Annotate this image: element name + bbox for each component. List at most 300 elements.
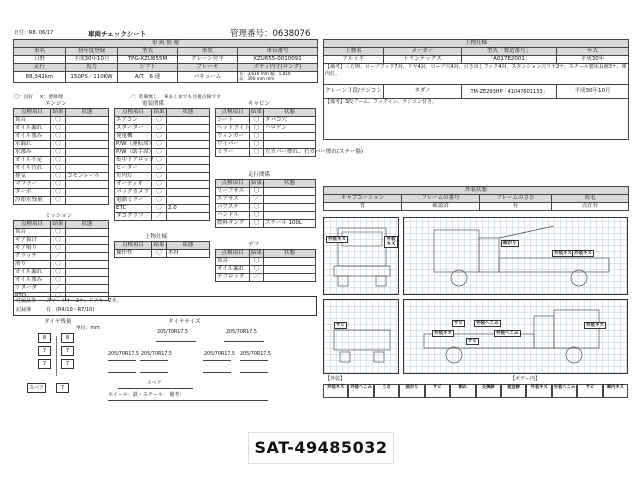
mission-note [66, 285, 109, 293]
engine-result: 〇 [51, 149, 66, 157]
cabin-item: シート [216, 117, 250, 125]
electrical-result: 〇 [152, 189, 167, 197]
engine-result: 〇 [51, 165, 66, 173]
diff-note [264, 258, 316, 266]
vehicle-header-4: 車台番号 [238, 48, 318, 56]
tire-size-rr2: 205/70R17.5 [240, 352, 271, 357]
side-view-diagram-right [403, 217, 628, 295]
table-row [115, 149, 210, 157]
table-row [115, 141, 210, 149]
cabin-result: 〇 [250, 141, 264, 149]
legend-body-label: 【ボデー内】 [510, 376, 541, 382]
mission-note [66, 269, 109, 277]
electrical-item: P/W（助手席） [116, 149, 155, 155]
electrical-table [114, 108, 210, 221]
legend-key: 交換跡 [476, 384, 501, 398]
mission-note [66, 229, 109, 237]
exterior-header-0: キャブコーション [324, 195, 402, 203]
legend-key: 外装キズ [323, 384, 348, 398]
vehicle-header2-2: シフト [118, 64, 178, 72]
tag-side-scratch-1: 外装キズ [554, 251, 572, 256]
engine-note [66, 165, 109, 173]
electrical-col-0: 点検項目 [115, 109, 152, 117]
tire-size-rr: 205/70R17.5 [204, 352, 235, 357]
running-result: 〇 [250, 212, 264, 220]
running-item: パワステ [216, 204, 250, 212]
table-row [216, 141, 316, 149]
exterior-header-2: フレームのさび [480, 195, 552, 203]
engine-result: 〇 [51, 117, 66, 125]
engine-item: オイル漏れ [14, 125, 51, 133]
tag-front-left-scratch: 外装キズ [328, 237, 346, 242]
legend-key: 板金跡 [501, 384, 526, 398]
engine-result: 〇 [51, 133, 66, 141]
electrical-item: 集中ドアロック [116, 157, 155, 163]
crane-name: クレーン３段/ラジコン [324, 85, 384, 99]
table-row [14, 157, 109, 165]
electrical-item: 電動ミラー [115, 197, 152, 205]
table-row [115, 250, 210, 258]
electrical-result: 〇 [152, 133, 167, 141]
cabin-note: ハロゲン [264, 125, 316, 133]
crane-year: 平成30年10月 [557, 85, 629, 99]
legend-key: 割れ [450, 384, 475, 398]
exterior-value-3: 点在有 [552, 203, 629, 211]
legend-key: 外装へこみ [552, 384, 577, 398]
tire-size-rl: 205/70R17.5 [108, 352, 139, 357]
table-row [216, 133, 316, 141]
vehicle-header-0: 車名 [14, 48, 66, 56]
running-result: 〇 [250, 220, 264, 228]
upper-spec-value-1: トランテックス [384, 56, 462, 64]
diff-note [264, 266, 316, 274]
dim-width: 幅：1,810 [270, 71, 291, 77]
cabin-col-2: 状態 [264, 109, 316, 117]
diff-table [215, 249, 316, 282]
table-row [14, 261, 109, 269]
cabin-result: 〇 [250, 117, 264, 125]
diff-col-0: 点検項目 [216, 250, 250, 258]
electrical-item: スターター [115, 125, 152, 133]
mission-title: ミッション [45, 213, 73, 219]
electrical-item: ヒーター [115, 165, 152, 173]
engine-result: 〇 [51, 197, 66, 205]
dim-height-unit: mm [256, 76, 265, 81]
mission-col-2: 状態 [66, 221, 109, 229]
engine-note [66, 157, 109, 165]
tag-left-dent-1: 外装へこみ [476, 321, 499, 326]
running-note [264, 204, 316, 212]
vehicle-header2-1: 馬力 [66, 64, 118, 72]
cabin-note [264, 133, 316, 141]
upper-spec-value-3: 平成30年 [557, 56, 629, 64]
table-row [14, 269, 109, 277]
engine-note [66, 133, 109, 141]
table-row [14, 237, 109, 245]
fuel-tank-note: スチール 100L [264, 220, 316, 228]
table-row [115, 181, 210, 189]
engine-note [66, 149, 109, 157]
tire-spare: 7 [56, 383, 69, 393]
wheel-info [108, 393, 184, 399]
record-value: 有 (R4/10〜R7/10) [46, 307, 95, 313]
table-row [14, 197, 109, 205]
engine-item: オイル滲み [14, 133, 51, 141]
running-note [264, 188, 316, 196]
engine-item: 水滲み [14, 149, 51, 157]
electrical-item: 発電機 [115, 133, 152, 141]
power-value: 150PS／110KW [66, 72, 118, 83]
body-dimensions [238, 72, 318, 83]
crane-model: TM-ZE293HP「41047601133」 [462, 85, 557, 99]
cabin-note: タバコ穴 [264, 117, 316, 125]
cabin-note [264, 141, 316, 149]
tag-left-scratch-1: 外装キズ [434, 331, 452, 336]
table-row [14, 277, 109, 285]
electrical-result: 〇 [152, 173, 167, 181]
legend-outer-label: 【外装】 [325, 376, 346, 382]
damage-legend-row [323, 384, 628, 398]
mission-result: 〇 [51, 245, 66, 253]
table-row [216, 220, 316, 228]
electrical-result: ／ [152, 213, 167, 221]
electrical-note [167, 117, 210, 125]
upper-check-result: 〇 [152, 250, 167, 258]
table-row [14, 165, 109, 173]
running-item: エアサス [216, 196, 250, 204]
upper-spec-header-3: 年式 [557, 48, 629, 56]
inspection-legend [14, 95, 221, 100]
tire-front-right: 8 [61, 333, 74, 343]
cabin-result: 〇 [250, 125, 264, 133]
stock-id: SAT-49485032 [248, 432, 394, 464]
mission-col-0: 点検項目 [14, 221, 51, 229]
engine-result: 〇 [51, 141, 66, 149]
legend-flag: ×：要修理 [39, 95, 63, 100]
cabin-col-1: 結果 [251, 109, 263, 115]
electrical-item: エアコン [115, 117, 152, 125]
mission-item: 滑り [14, 261, 51, 269]
mission-item: ギア抜け [14, 237, 51, 245]
table-row [216, 204, 316, 212]
electrical-result: 〇 [152, 181, 167, 189]
engine-item: ターボ [14, 189, 51, 197]
mission-item: 異音 [14, 229, 51, 237]
table-row [216, 125, 316, 133]
record-label: 記録簿 [16, 307, 32, 313]
exterior-value-2: 有 [480, 203, 552, 211]
legend-key: 外装へこみ [348, 384, 373, 398]
engine-item: 水漏れ [14, 141, 51, 149]
diff-col-1: 結果 [251, 250, 263, 256]
running-item: 燃料タンク [216, 220, 250, 228]
table-row [14, 181, 109, 189]
upper-check-col-2: 状態 [167, 242, 210, 250]
engine-result: 〇 [51, 157, 66, 165]
table-row [115, 133, 210, 141]
table-row [14, 229, 109, 237]
management-value: 0638076 [272, 29, 311, 39]
table-row [115, 117, 210, 125]
engine-note [66, 125, 109, 133]
table-row [14, 133, 109, 141]
engine-item: マフラー [14, 181, 51, 189]
engine-item: オイル汚れ [14, 165, 51, 173]
etc-note: 2.0 [167, 205, 210, 213]
mission-table [13, 220, 109, 301]
electrical-note [167, 213, 210, 221]
cabin-item: ワイパー [216, 141, 250, 149]
legend-key: サビ [577, 384, 602, 398]
dim-length: 長：3,610 [239, 71, 260, 77]
tire-size-title: タイヤサイズ [168, 319, 201, 325]
running-result: ／ [250, 196, 264, 204]
table-row [14, 245, 109, 253]
exterior-header-1: フレームの番号 [402, 195, 480, 203]
diff-result: 〇 [250, 258, 264, 266]
electrical-note [167, 197, 210, 205]
mission-result: ／ [51, 285, 66, 293]
remarks-box [13, 296, 317, 316]
electrical-title: 電装関係 [142, 101, 165, 107]
electrical-note [167, 165, 210, 173]
engine-item: オイル不足 [14, 157, 51, 165]
running-note [264, 212, 316, 220]
electrical-note [167, 181, 210, 189]
upper-spec-table [323, 39, 629, 140]
vehicle-value-0: 日野 [14, 56, 66, 64]
cabin-result: 〇 [250, 149, 264, 157]
vehicle-header2-3: ブレーキ [178, 64, 238, 72]
mission-item: クラッチ [14, 253, 51, 261]
vehicle-value-2: TPG-XZU655M [118, 56, 178, 64]
electrical-note [167, 173, 210, 181]
diff-col-2: 状態 [264, 250, 316, 258]
table-row [216, 258, 316, 266]
table-row [14, 125, 109, 133]
dim-height: 高：390 [239, 76, 256, 81]
mission-result: 〇 [51, 229, 66, 237]
engine-note [66, 141, 109, 149]
vehicle-header-3: 形状 [178, 48, 238, 56]
vehicle-value-1: 平成30年10月 [66, 56, 118, 64]
running-item: ハンドル [216, 212, 250, 220]
mission-result: 〇 [51, 277, 66, 285]
table-row [115, 173, 210, 181]
upper-check-title: 上物仕様 [145, 234, 168, 240]
electrical-item: P/W（運転席） [116, 141, 155, 147]
management-label: 管理番号： [230, 29, 273, 39]
exterior-table [323, 186, 629, 211]
crane-maker: タダノ [384, 85, 462, 99]
table-row [14, 189, 109, 197]
engine-note [66, 197, 109, 205]
front-view-diagram [323, 217, 399, 295]
vehicle-value-4: XZU655-0010091 [238, 56, 318, 64]
table-row [216, 266, 316, 274]
upper-check-col-0: 点検項目 [115, 242, 152, 250]
table-row [14, 141, 109, 149]
exterior-title: 外装状態 [324, 187, 629, 195]
engine-table [13, 108, 109, 205]
table-row [216, 117, 316, 125]
tire-rear-right-inner: 7 [61, 359, 74, 369]
diff-item: 異音 [216, 258, 250, 266]
table-row [115, 213, 210, 221]
mission-result: 〇 [51, 237, 66, 245]
cabin-result: 〇 [250, 133, 264, 141]
electrical-col-1: 結果 [153, 109, 165, 115]
electrical-result: 〇 [152, 141, 167, 149]
tag-left-scratch-2: 外装キズ [586, 323, 604, 328]
upper-spec-note-1: 【備考】三方開、ロープフック7対、リヤ4対、ロープ穴4対、引き出しフック4対、スタンション穴リヤ2ケ、スチール製床長補3ケ、庫内灯。 [324, 64, 629, 85]
running-table [215, 179, 316, 228]
engine-result: 〇 [51, 125, 66, 133]
engine-item: 異音 [14, 117, 51, 125]
electrical-item: ETC [115, 205, 152, 213]
engine-note [66, 181, 109, 189]
table-row [115, 165, 210, 173]
electrical-result: 〇 [152, 157, 167, 165]
cabin-note: 左カバー擦れ、右カバー擦れ(ステー傷) [265, 149, 364, 155]
running-title: 走行関係 [248, 172, 271, 178]
electrical-result: 〇 [152, 117, 167, 125]
tag-bent: 曲がり [503, 241, 517, 246]
engine-title: エンジン [45, 101, 67, 107]
management-number [230, 27, 310, 39]
tire-rear-left-inner: 7 [38, 359, 51, 369]
table-row [14, 117, 109, 125]
table-row [14, 285, 109, 293]
cabin-item: ミラー [216, 149, 250, 157]
tag-left-dent-2: 外装へこみ [496, 331, 519, 336]
shift-value: A/T 6 速 [118, 72, 178, 83]
upper-spec-header-1: メーカー [384, 48, 462, 56]
electrical-item: バックカメラ [115, 189, 152, 197]
engine-col-1: 結果 [52, 109, 64, 115]
exterior-header-3: 荷毛 [552, 195, 629, 203]
tag-front-right-scratch: 外装キズ [384, 236, 398, 248]
mission-item: オイル滲み [14, 277, 51, 285]
vehicle-info-title: 車 両 情 報 [14, 40, 318, 48]
side-view-diagram-left [403, 299, 628, 374]
running-col-1: 結果 [251, 180, 263, 186]
exterior-value-1: 確認済 [402, 203, 480, 211]
electrical-note [167, 189, 210, 197]
table-row [216, 188, 316, 196]
table-row [216, 212, 316, 220]
tag-left-rust-2: サビ [468, 339, 477, 344]
running-item: リーフサス [216, 188, 250, 196]
exterior-value-0: 普 [324, 203, 402, 211]
cabin-item: ウィンカー [216, 133, 250, 141]
table-row [216, 196, 316, 204]
wheel-label: ホイール： [108, 392, 133, 398]
vehicle-header2-0: 走行 [14, 64, 66, 72]
engine-result: 〇 [51, 173, 66, 181]
diff-result: 〇 [250, 266, 264, 274]
diff-item: デフロック [216, 274, 250, 282]
legend-key: 曲がり [399, 384, 424, 398]
upper-check-table [114, 241, 210, 258]
table-row [14, 149, 109, 157]
upper-check-item: 操作性 [115, 250, 152, 258]
upper-check-note: 木材 [167, 250, 210, 258]
electrical-result: 〇 [152, 205, 167, 213]
mission-note [66, 237, 109, 245]
tag-side-scratch-2: 外装キズ [574, 251, 592, 256]
upper-check-col-1: 結果 [153, 242, 165, 248]
table-row [115, 197, 210, 205]
electrical-note [167, 157, 210, 165]
engine-result: 〇 [51, 189, 66, 197]
electrical-item: タコグラフ [115, 213, 152, 221]
mission-note [66, 245, 109, 253]
upper-spec-title: 上物仕様 [324, 40, 629, 48]
spare-size-label: スペア [147, 381, 162, 386]
legend-note: ※あくまでも目視点検です [164, 95, 221, 100]
mission-note [66, 277, 109, 285]
electrical-result: 〇 [152, 125, 167, 133]
engine-result: 〇 [51, 181, 66, 189]
upper-spec-note-2: 【備考】3段ブーム、フックイン、ラジコン付き。 [324, 99, 629, 140]
wheel-value: 鉄・スチール [132, 392, 163, 398]
upper-spec-value-0: アルミ平 [324, 56, 384, 64]
dim-width-unit: mm [266, 76, 275, 81]
mission-note [66, 261, 109, 269]
legend-key: うき [374, 384, 399, 398]
vehicle-value-3: クレーン付平 [178, 56, 238, 64]
tag-left-rust-1: サビ [454, 321, 463, 326]
upper-spec-header-2: 型式「製造番号」 [462, 48, 557, 56]
table-row [14, 173, 109, 181]
table-row [216, 274, 316, 282]
spare-tire-label: スペア [28, 385, 44, 391]
tire-size-fr: 205/70R17.5 [226, 330, 257, 335]
table-row [216, 149, 316, 157]
table-row [115, 205, 210, 213]
mission-result: 〇 [51, 293, 66, 301]
mission-col-1: 結果 [52, 221, 64, 227]
tire-remaining-title: タイヤ残量 [44, 319, 72, 325]
electrical-item: オーディオ [115, 181, 152, 189]
engine-note [66, 117, 109, 125]
running-result: 〇 [250, 204, 264, 212]
electrical-result: 〇 [152, 165, 167, 173]
legend-key: サビ [425, 384, 450, 398]
legend-key: 外装キズ [526, 384, 551, 398]
electrical-note [167, 141, 210, 149]
cabin-col-0: 点検項目 [216, 109, 250, 117]
tire-rear-left-outer: 7 [38, 346, 51, 356]
running-col-2: 状態 [264, 180, 316, 188]
sheet-title: 車両チェックシート [88, 30, 147, 38]
engine-exhaust-note: コモンレール [66, 173, 109, 181]
table-row [115, 157, 210, 165]
mission-result: 〇 [51, 261, 66, 269]
electrical-note [167, 125, 210, 133]
engine-col-0: 点検項目 [14, 109, 51, 117]
table-row [115, 125, 210, 133]
table-row [14, 253, 109, 261]
mileage-value: 88,342km [14, 72, 66, 83]
electrical-result: 〇 [152, 149, 167, 157]
accessories-label: 付属品等 [16, 298, 37, 304]
engine-note [66, 189, 109, 197]
upper-spec-value-2: 「A017E2001」 [462, 56, 557, 64]
brake-value: バキューム [178, 72, 238, 83]
diff-item: オイル漏れ [216, 266, 250, 274]
